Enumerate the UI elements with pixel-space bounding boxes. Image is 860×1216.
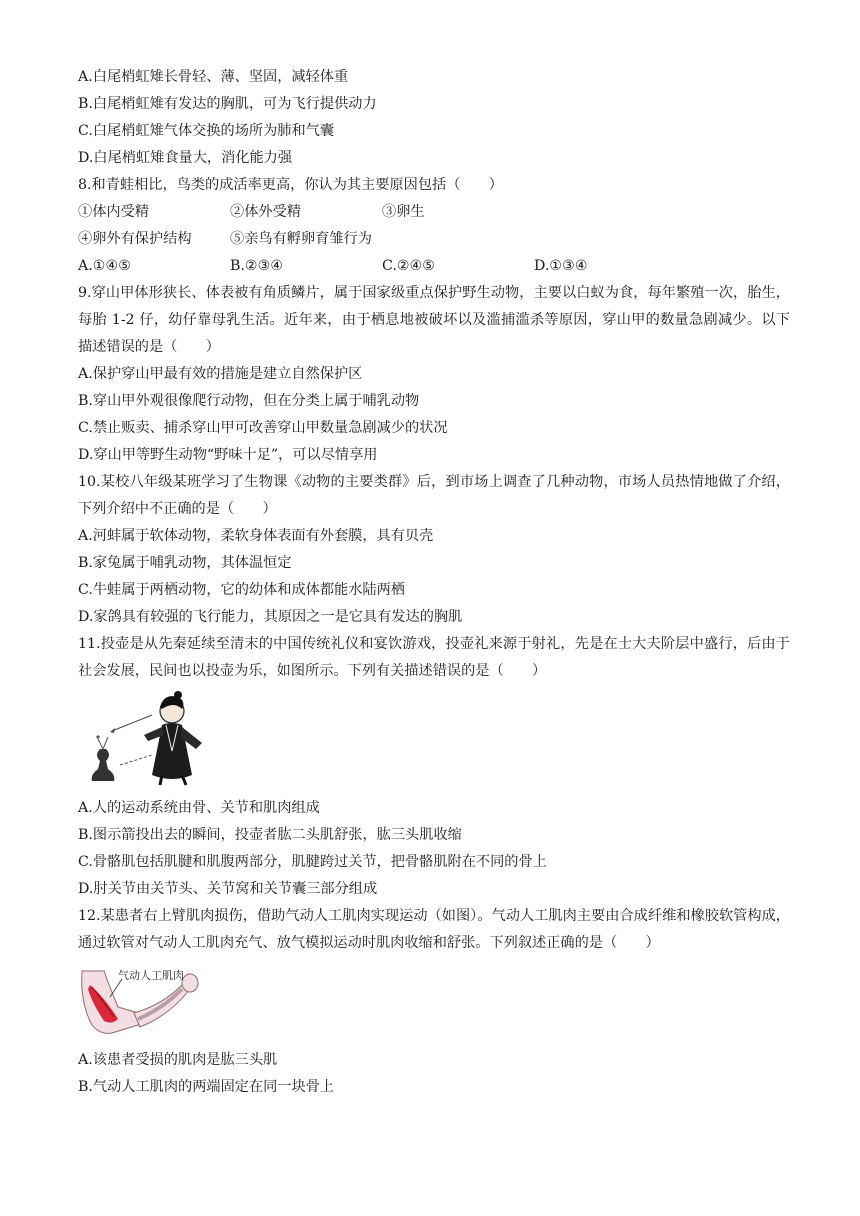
q8-item-1: ①体内受精 — [78, 204, 149, 220]
q10-option-b: B.家兔属于哺乳动物，其体温恒定 — [78, 555, 292, 571]
q12-option-b: B.气动人工肌肉的两端固定在同一块骨上 — [78, 1079, 335, 1095]
q9-option-a: A.保护穿山甲最有效的措施是建立自然保护区 — [78, 366, 363, 382]
q7-option-a: A.白尾梢虹雉长骨轻、薄、坚固，减轻体重 — [78, 69, 349, 85]
q9-stem: 9.穿山甲体形狭长、体表被有角质鳞片，属于国家级重点保护野生动物，主要以白蚁为食，每年繁殖一次，胎生，每胎 1-2 仔，幼仔靠母乳生活。近年来，由于栖息地被破坏以及滥捕滥杀等原因，穿山甲的数量急剧减少。以下描述错误的是（ ） — [78, 285, 790, 355]
q11-option-b: B.图示箭投出去的瞬间，投壶者肱二头肌舒张，肱三头肌收缩 — [78, 827, 462, 843]
touhu-illustration — [78, 691, 208, 787]
q8-option-b: B.②③④ — [230, 258, 284, 274]
q12-option-a: A.该患者受损的肌肉是肱三头肌 — [78, 1052, 278, 1068]
q12-stem: 12.某患者右上臂肌肉损伤，借助气动人工肌肉实现运动（如图）。气动人工肌肉主要由合成纤维和橡胶软管构成，通过软管对气动人工肌肉充气、放气模拟运动时肌肉收缩和舒张。下列叙述正确的是（ ） — [78, 908, 790, 951]
q11-figure — [78, 691, 790, 791]
q8-item-2: ②体外受精 — [230, 204, 301, 220]
q8-items-row-2 — [78, 226, 790, 253]
q8-item-4: ④卵外有保护结构 — [78, 231, 192, 247]
q8-option-c: C.②④⑤ — [382, 258, 436, 274]
q8-items-row-1 — [78, 199, 790, 226]
q10-option-a: A.河蚌属于软体动物，柔软身体表面有外套膜，具有贝壳 — [78, 528, 434, 544]
q11-stem: 11.投壶是从先秦延续至清末的中国传统礼仪和宴饮游戏，投壶礼来源于射礼，先是在士大夫阶层中盛行，后由于社会发展，民间也以投壶为乐，如图所示。下列有关描述错误的是（ ） — [78, 636, 790, 679]
q7-option-c: C.白尾梢虹雉气体交换的场所为肺和气囊 — [78, 123, 335, 139]
q12-figure-label: 气动人工肌肉 — [118, 969, 184, 982]
q12-figure — [78, 963, 208, 1043]
q11-option-a: A.人的运动系统由骨、关节和肌肉组成 — [78, 800, 320, 816]
q8-item-3: ③卵生 — [382, 204, 425, 220]
q9-option-c: C.禁止贩卖、捕杀穿山甲可改善穿山甲数量急剧减少的状况 — [78, 420, 448, 436]
q7-option-b: B.白尾梢虹雉有发达的胸肌，可为飞行提供动力 — [78, 96, 377, 112]
q10-option-d: D.家鸽具有较强的飞行能力，其原因之一是它具有发达的胸肌 — [78, 609, 463, 625]
q11-option-c: C.骨骼肌包括肌腱和肌腹两部分，肌腱跨过关节，把骨骼肌附在不同的骨上 — [78, 854, 547, 870]
q8-option-d: D.①③④ — [534, 258, 588, 274]
document-page — [78, 64, 790, 1101]
q7-option-d: D.白尾梢虹雉食量大，消化能力强 — [78, 150, 293, 166]
q9-option-d: D.穿山甲等野生动物“野味十足”，可以尽情享用 — [78, 447, 378, 463]
q8-options — [78, 253, 790, 280]
q9-option-b: B.穿山甲外观很像爬行动物，但在分类上属于哺乳动物 — [78, 393, 420, 409]
q8-option-a: A.①④⑤ — [78, 258, 131, 274]
q10-option-c: C.牛蛙属于两栖动物，它的幼体和成体都能水陆两栖 — [78, 582, 405, 598]
q11-option-d: D.肘关节由关节头、关节窝和关节囊三部分组成 — [78, 881, 378, 897]
q8-stem: 8.和青蛙相比，鸟类的成活率更高，你认为其主要原因包括（ ） — [78, 177, 503, 193]
q10-stem: 10.某校八年级某班学习了生物课《动物的主要类群》后，到市场上调查了几种动物，市场人员热情地做了介绍，下列介绍中不正确的是（ ） — [78, 474, 790, 517]
q8-item-5: ⑤亲鸟有孵卵育雏行为 — [230, 231, 372, 247]
